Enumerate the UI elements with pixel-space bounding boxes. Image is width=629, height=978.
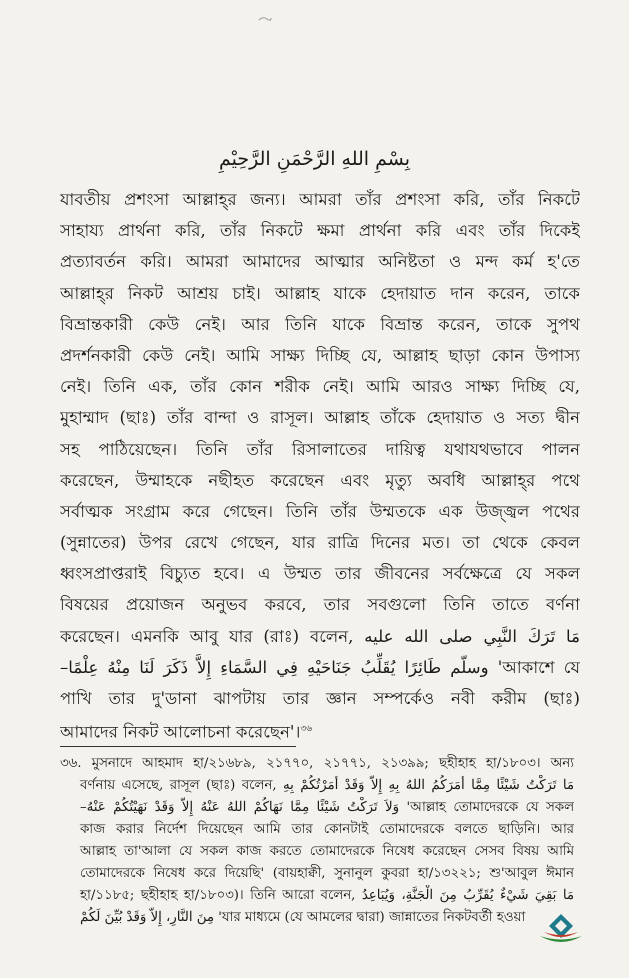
text-line: বিভ্রান্তকারী কেউ নেই। আর তিনি যাকে বিভ্রান্ত করেন, তাকে সুপথ xyxy=(60,314,580,334)
footnote-line: তোমাদেরকে নিষেধ করে দিয়েছি' (বায়হাক্বী, সুনানুল কুবরা হা/১৩২২১; শু'আবুল ঈমান xyxy=(80,866,574,881)
text-line: আল্লাহ্‌র নিকট আশ্রয় চাই। আল্লাহ যাকে হেদায়াত দান করেন, তাকে xyxy=(60,283,580,303)
ink-mark xyxy=(258,16,272,22)
footnote xyxy=(60,753,574,929)
text-line: সর্বাত্মক সংগ্রাম করে গেছেন। তিনি তাঁর উম্মতকে এক উজ্জ্বল পথের xyxy=(60,501,580,521)
footnote-line-mixed xyxy=(60,775,574,797)
text-segment-bengali: হা/১১৮৫; ছহীহাহ হা/১৮০৩)। তিনি আরো বলেন, xyxy=(80,888,356,903)
text-segment-arabic: مَا بَقِيَ شَيْءٌ يُقَرِّبُ مِنَ الْجَنَّةِ، وَيُبَاعِدُ xyxy=(361,888,574,903)
text-line: পাখি তার দু'ডানা ঝাপটায় তার জ্ঞান সম্পর্কেও নবী করীম (ছাঃ) xyxy=(60,689,580,708)
publisher-logo-icon xyxy=(538,912,584,948)
text-line-mixed xyxy=(60,652,580,683)
footnote-reference: ৩৬ xyxy=(300,724,313,735)
text-line: বিষয়ের প্রয়োজন অনুভব করবে, তার সবগুলো তিনি তাতে বর্ণনা xyxy=(60,595,580,615)
text-segment-arabic: مِنَ النَّارِ، إِلاَّ وَقَدْ بُيِّنَ لَكُمْ xyxy=(80,910,215,925)
footnote-line-mixed xyxy=(60,797,574,819)
text-line: যাবতীয় প্রশংসা আল্লাহ্‌র জন্য। আমরা তাঁর প্রশংসা করি, তাঁর নিকটে xyxy=(60,190,580,209)
text-line: নেই। তিনি এক, তাঁর কোন শরীক নেই। আমি আরও সাক্ষ্য দিচ্ছি যে, xyxy=(60,377,580,397)
bismillah-heading: بِسْمِ اللهِ الرَّحْمَنِ الرَّحِيْمِ xyxy=(219,148,410,170)
footnote-line-mixed xyxy=(60,907,574,929)
text-segment-bengali: আমাদের নিকট আলোচনা করেছেন'। xyxy=(60,722,301,742)
footnote-line-mixed xyxy=(60,885,574,907)
text-segment-bengali: 'আকাশে যে xyxy=(497,657,580,677)
text-line: করেছেন, উম্মাহকে নছীহত করেছেন এবং মৃত্যু অবধি আল্লাহ্‌র পথে xyxy=(60,470,580,490)
footnote-divider xyxy=(60,746,296,747)
footnote-line: ৩৬. মুসনাদে আহমাদ হা/২১৬৮৯, ২১৭৭০, ২১৭৭১, ২১৩৯৯; ছহীহাহ হা/১৮০৩। অন্য xyxy=(60,756,574,771)
text-segment-bengali: 'যার মাধ্যমে (যে আমলের দ্বারা) জান্নাতের নিকটবর্তী হওয়া xyxy=(218,910,526,925)
text-segment-bengali: বর্ণনায় এসেছে, রাসূল (ছাঃ) বলেন, xyxy=(80,778,277,793)
text-segment-bengali: 'আল্লাহ তোমাদেরকে যে সকল xyxy=(406,800,574,815)
text-line: ধ্বংসপ্রাপ্তরাই বিচ্যুত হবে। এ উম্মত তার জীবনের সর্বক্ষেত্রে যে সকল xyxy=(60,564,580,584)
text-line: সহ পাঠিয়েছেন। তিনি তাঁর রিসালাতের দায়িত্ব যথাযথভাবে পালন xyxy=(60,439,580,459)
text-line: প্রত্যাবর্তন করি। আমরা আমাদের আত্মার অনিষ্টতা ও মন্দ কর্ম হ'তে xyxy=(60,252,580,272)
text-line: (সুন্নাতের) উপর রেখে গেছেন, যার রাত্রি দিনের মত। তা থেকে কেবল xyxy=(60,533,580,553)
text-segment-bengali: করেছেন। এমনকি আবু যার (রাঃ) বলেন, xyxy=(60,626,354,646)
footnote-line: কাজ করার নির্দেশ দিয়েছেন আমি তার কোনটাই তোমাদেরকে বলতে ছাড়িনি। আর xyxy=(80,822,574,837)
text-line: প্রদর্শনকারী কেউ নেই। আমি সাক্ষ্য দিচ্ছি যে, আল্লাহ ছাড়া কোন উপাস্য xyxy=(60,345,580,365)
text-line-last xyxy=(60,714,580,745)
text-segment-arabic: مَا تَرَكْتُ شَيْئًا مِمَّا أَمَرَكُمُ اللهُ بِهِ إِلاَّ وَقَدْ أَمَرْتُكُمْ بِهِ xyxy=(283,778,574,793)
text-segment-arabic: وسلّم طَائِرًا يُقَلِّبُ جَنَاحَيْهِ فِي السَّمَاءِ إِلاَّ ذَكَرَ لَنَا مِنْهُ عِلْمًا– xyxy=(60,657,489,677)
footnote-line: আল্লাহ তা'আলা যে সকল কাজ করতে তোমাদেরকে নিষেধ করেছেন সেসব বিষয় আমি xyxy=(80,844,574,859)
main-paragraph xyxy=(60,184,580,745)
text-segment-arabic: مَا تَرَكَ النَّبِي صلى الله عليه xyxy=(364,626,580,646)
text-line: সাহায্য প্রার্থনা করি, তাঁর নিকটে ক্ষমা প্রার্থনা করি এবং তাঁর দিকেই xyxy=(60,221,580,241)
text-segment-arabic: وَلاَ تَرَكْتُ شَيْئًا مِمَّا نَهَاكُمْ اللهُ عَنْهُ إِلاَّ وَقَدْ نَهَيْتُكُمْ عَنْهُ– xyxy=(80,800,400,815)
text-line: মুহাম্মাদ (ছাঃ) তাঁর বান্দা ও রাসূল। আল্লাহ তাঁকে হেদায়াত ও সত্য দ্বীন xyxy=(60,408,580,428)
text-line-mixed xyxy=(60,621,580,652)
